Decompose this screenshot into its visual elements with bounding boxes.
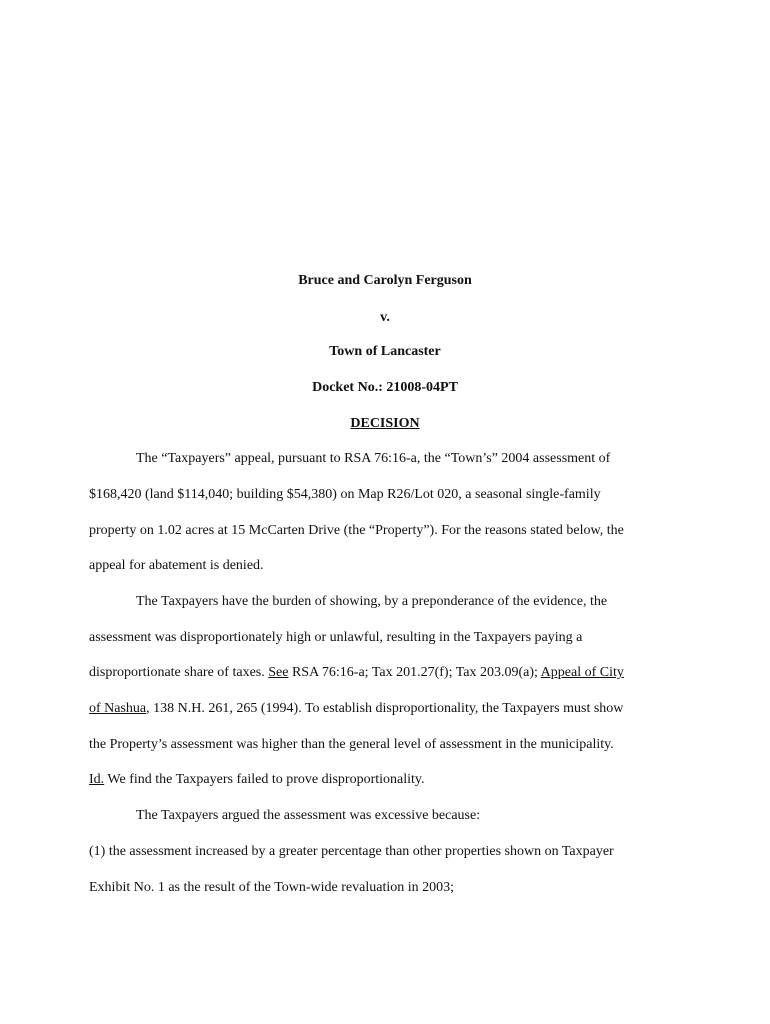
paragraph-1-line-4: appeal for abatement is denied. [89,558,264,573]
text-span: RSA 76:16-a; Tax 201.27(f); Tax 203.09(a); [288,665,541,680]
paragraph-1-line-2: $168,420 (land $114,040; building $54,380) on Map R26/Lot 020, a seasonal single-family [89,487,601,502]
case-citation: Appeal of City [540,665,624,680]
docket-number: Docket No.: 21008-04PT [312,380,458,395]
paragraph-2-line-1: The Taxpayers have the burden of showing, by a preponderance of the evidence, the [136,594,608,609]
paragraph-2-line-2: assessment was disproportionately high or unlawful, resulting in the Taxpayers paying a [89,630,583,645]
paragraph-1-line-1: The “Taxpayers” appeal, pursuant to RSA 76:16-a, the “Town’s” 2004 assessment of [136,451,611,466]
text-span: disproportionate share of taxes. [89,665,269,680]
decision-heading: DECISION [350,416,420,431]
paragraph-3-line-1: The Taxpayers argued the assessment was excessive because: [136,808,481,823]
case-citation: of Nashua [89,701,147,716]
paragraph-2-line-5: the Property’s assessment was higher than the general level of assessment in the municipality. [89,737,614,752]
versus-label: v. [380,310,390,325]
petitioners-name: Bruce and Carolyn Ferguson [298,273,472,288]
id-citation: Id. [89,772,105,787]
text-span: We find the Taxpayers failed to prove disproportionality. [104,772,425,787]
respondent-name: Town of Lancaster [329,344,441,359]
see-signal: See [268,665,289,680]
paragraph-2-line-3 [89,664,624,682]
paragraph-1-line-3: property on 1.02 acres at 15 McCarten Drive (the “Property”). For the reasons stated below, the [89,523,624,538]
paragraph-2-line-6 [89,771,425,789]
text-span: , 138 N.H. 261, 265 (1994). To establish disproportionality, the Taxpayers must show [146,701,624,716]
paragraph-3-line-2: (1) the assessment increased by a greater percentage than other properties shown on Taxpayer [89,844,614,859]
paragraph-2-line-4 [89,700,623,718]
paragraph-3-line-3: Exhibit No. 1 as the result of the Town-wide revaluation in 2003; [89,880,455,895]
